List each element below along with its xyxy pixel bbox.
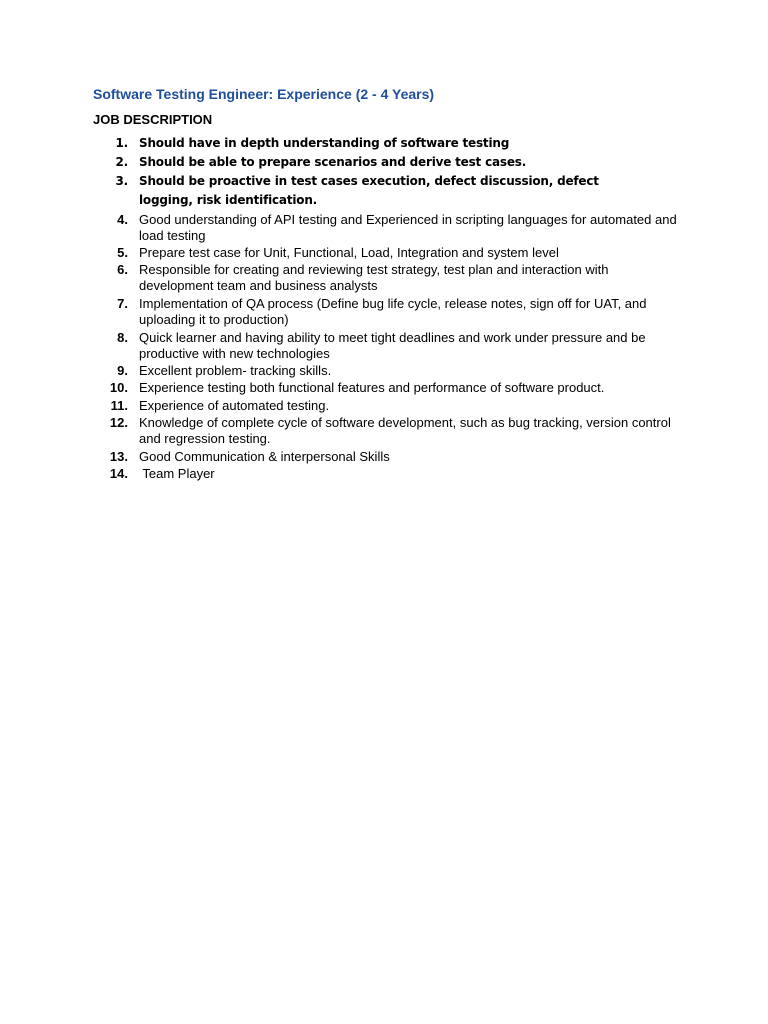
list-item-text: Should have in depth understanding of software testing bbox=[139, 136, 510, 150]
list-item-text: Prepare test case for Unit, Functional, Load, Integration and system level bbox=[139, 245, 559, 260]
list-item-text: Team Player bbox=[139, 466, 215, 481]
list-item-number: 5. bbox=[117, 245, 128, 260]
list-item-number: 7. bbox=[117, 296, 128, 311]
list-item-number: 9. bbox=[117, 363, 128, 378]
list-item-number: 8. bbox=[117, 330, 128, 345]
list-item-text: Good understanding of API testing and Experienced in scripting languages for automated and load testing bbox=[139, 212, 677, 243]
section-heading: JOB DESCRIPTION bbox=[93, 112, 213, 127]
list-item-number: 2. bbox=[115, 155, 128, 169]
list-item-text: Excellent problem- tracking skills. bbox=[139, 363, 332, 378]
document-title: Software Testing Engineer: Experience (2 - 4 Years) bbox=[93, 86, 435, 102]
list-item-number: 6. bbox=[117, 262, 128, 277]
list-item-number: 12. bbox=[109, 415, 128, 430]
list-item-text: Implementation of QA process (Define bug life cycle, release notes, sign off for UAT, and uploading it to production) bbox=[139, 296, 647, 327]
list-item-text: Good Communication & interpersonal Skills bbox=[139, 449, 390, 464]
list-item-text: Should be able to prepare scenarios and derive test cases. bbox=[139, 155, 527, 169]
list-item-number: 10. bbox=[109, 380, 128, 395]
list-item-text: Quick learner and having ability to meet tight deadlines and work under pressure and be productive with new technologies bbox=[139, 330, 646, 361]
list-item-text: Responsible for creating and reviewing test strategy, test plan and interaction with development team and business analysts bbox=[139, 262, 609, 293]
list-item-number: 11. bbox=[110, 398, 128, 413]
list-item-number: 1. bbox=[115, 136, 128, 150]
list-item-text: Knowledge of complete cycle of software development, such as bug tracking, version control and regression testing. bbox=[139, 415, 671, 446]
list-item-text: Experience of automated testing. bbox=[139, 398, 330, 413]
list-item-number: 14. bbox=[109, 466, 128, 481]
list-item-number: 13. bbox=[109, 449, 128, 464]
list-item-text: Should be proactive in test cases execution, defect discussion, defect logging, risk identification. bbox=[139, 174, 599, 207]
list-item-number: 4. bbox=[117, 212, 128, 227]
list-item-text: Experience testing both functional features and performance of software product. bbox=[139, 380, 605, 395]
list-item-number: 3. bbox=[115, 174, 128, 188]
